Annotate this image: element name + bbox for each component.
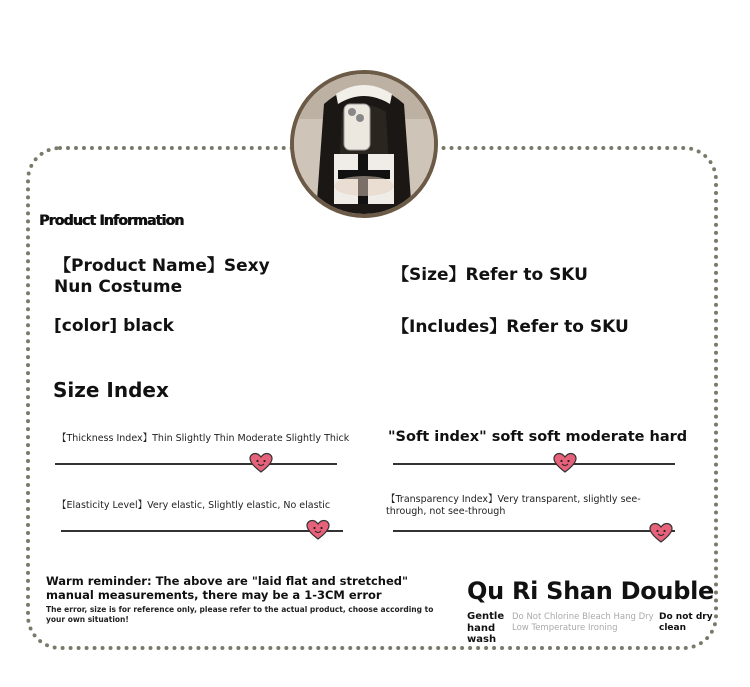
- elasticity-label: 【Elasticity Level】Very elastic, Slightly elastic, No elastic: [57, 500, 331, 511]
- gentle-wash-label: Gentle hand wash: [467, 611, 505, 645]
- elasticity-track: [61, 530, 343, 532]
- dry-clean-label: Do not dry clean: [659, 612, 713, 633]
- product-name-field: 【Product Name】Sexy Nun Costume: [54, 256, 270, 297]
- avatar: [290, 70, 438, 218]
- transparency-track: [393, 530, 675, 532]
- size-field: 【Size】Refer to SKU: [392, 265, 588, 285]
- avatar-photo: [294, 74, 434, 214]
- transparency-label: 【Transparency Index】Very transparent, slightly see-through, not see-through: [386, 494, 641, 517]
- error-note: The error, size is for reference only, please refer to the actual product, choose according to your own situation!: [46, 605, 434, 624]
- thickness-track: [55, 463, 337, 465]
- heart-icon: [649, 522, 673, 544]
- heart-icon: [249, 452, 273, 474]
- heart-icon: [553, 452, 577, 474]
- care-instructions: Do Not Chlorine Bleach Hang Dry Low Temperature Ironing: [512, 612, 654, 633]
- color-field: [color] black: [54, 316, 174, 336]
- brand-name: Qu Ri Shan Double: [467, 577, 714, 605]
- thickness-label: 【Thickness Index】Thin Slightly Thin Moderate Slightly Thick: [57, 433, 350, 444]
- size-index-title: Size Index: [53, 378, 169, 402]
- softness-track: [393, 463, 675, 465]
- section-title: Product Information: [39, 213, 184, 229]
- warm-reminder: Warm reminder: The above are "laid flat and stretched" manual measurements, there may be a 1-3CM error: [46, 574, 409, 602]
- heart-icon: [306, 519, 330, 541]
- includes-field: 【Includes】Refer to SKU: [392, 317, 629, 337]
- softness-label: "Soft index" soft soft moderate hard: [388, 429, 688, 445]
